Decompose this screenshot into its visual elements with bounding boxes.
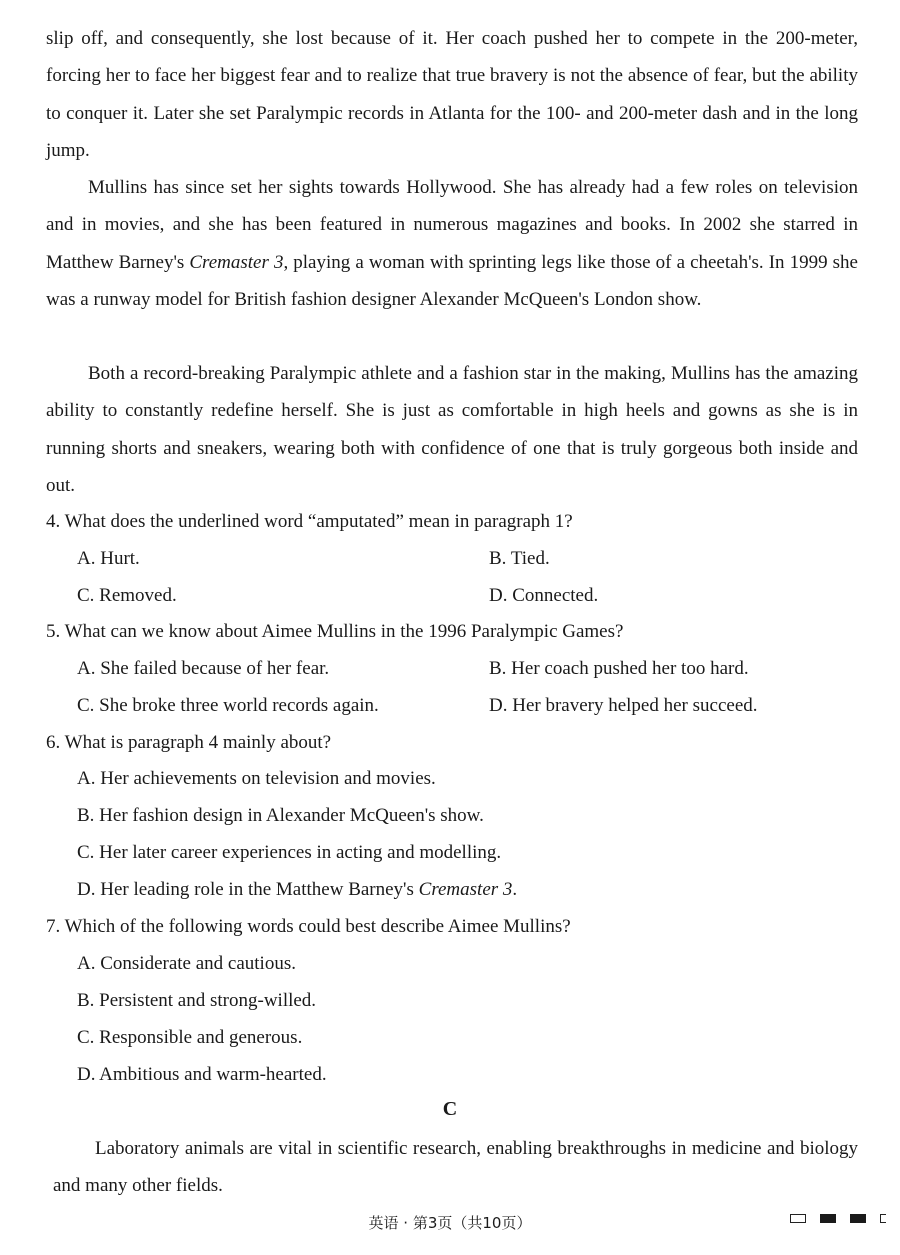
scan-mark-edge: [880, 1214, 886, 1223]
question-7-stem: 7. Which of the following words could best describe Aimee Mullins?: [46, 916, 571, 937]
p4-text-before: Mullins has since set her sights towards Hollywood. She has already had a few roles on television and in movies, and she has been featured in numerous magazines and books. In 2002 she starred in Matthew Barney's: [46, 177, 858, 273]
question-6-option-a[interactable]: A. Her achievements on television and movies.: [77, 768, 436, 789]
question-6-option-d-text: D. Her leading role in the Matthew Barney's: [77, 879, 419, 900]
question-4-option-a[interactable]: A. Hurt.: [77, 548, 140, 569]
question-4-option-c[interactable]: C. Removed.: [77, 585, 177, 606]
scan-mark-solid: [820, 1214, 836, 1223]
question-5-option-c[interactable]: C. She broke three world records again.: [77, 695, 379, 716]
question-7-option-c[interactable]: C. Responsible and generous.: [77, 1027, 303, 1048]
passage-paragraph-5: Both a record-breaking Paralympic athlete and a fashion star in the making, Mullins has the amazing ability to constantly redefine herself. She is just as comfortable in high heels and gowns as she is in running shorts and sneakers, wearing both with confidence of one that is truly gorgeous both inside and out.: [46, 363, 858, 496]
question-7-option-d[interactable]: D. Ambitious and warm-hearted.: [77, 1064, 327, 1085]
scan-mark-outline: [790, 1214, 806, 1223]
question-5-option-d[interactable]: D. Her bravery helped her succeed.: [489, 695, 758, 716]
question-5-option-b[interactable]: B. Her coach pushed her too hard.: [489, 658, 749, 679]
passage-paragraph-continued: slip off, and consequently, she lost because of it. Her coach pushed her to compete in the 200-meter, forcing her to face her biggest fear and to realize that true bravery is not the absence of fear, but the ability to conquer it. Later she set Paralympic records in Atlanta for the 100- and 200-meter dash and in the long jump.: [46, 28, 858, 161]
passage-paragraph-4: [46, 169, 858, 318]
question-6-stem: 6. What is paragraph 4 mainly about?: [46, 732, 332, 753]
question-4-stem: 4. What does the underlined word “amputated” mean in paragraph 1?: [46, 511, 573, 532]
question-6-option-b[interactable]: B. Her fashion design in Alexander McQueen's show.: [77, 805, 484, 826]
scan-mark-solid: [850, 1214, 866, 1223]
section-c-heading: C: [442, 1098, 458, 1120]
scan-marks: [790, 1214, 886, 1223]
section-c-intro-paragraph: Laboratory animals are vital in scientific research, enabling breakthroughs in medicine and biology and many other fields.: [53, 1138, 858, 1197]
p4-film-title: Cremaster 3: [189, 251, 284, 273]
question-6-option-c[interactable]: C. Her later career experiences in acting and modelling.: [77, 842, 502, 863]
p4-text-after: , playing a woman with sprinting legs like those of a cheetah's. In 1999 she was a runway model for British fashion designer Alexander McQueen's London show.: [46, 251, 858, 310]
question-7-option-a[interactable]: A. Considerate and cautious.: [77, 953, 296, 974]
question-4-option-d[interactable]: D. Connected.: [489, 585, 599, 606]
question-5-option-a[interactable]: A. She failed because of her fear.: [77, 658, 330, 679]
question-6-option-d-end: .: [512, 879, 518, 900]
question-6-option-d-title: Cremaster 3: [418, 879, 513, 900]
question-4-option-b[interactable]: B. Tied.: [489, 548, 550, 569]
page-footer: 英语 · 第3页（共10页）: [368, 1214, 532, 1232]
question-7-option-b[interactable]: B. Persistent and strong-willed.: [77, 990, 317, 1011]
question-6-option-d[interactable]: [77, 875, 517, 905]
question-5-stem: 5. What can we know about Aimee Mullins in the 1996 Paralympic Games?: [46, 621, 624, 642]
